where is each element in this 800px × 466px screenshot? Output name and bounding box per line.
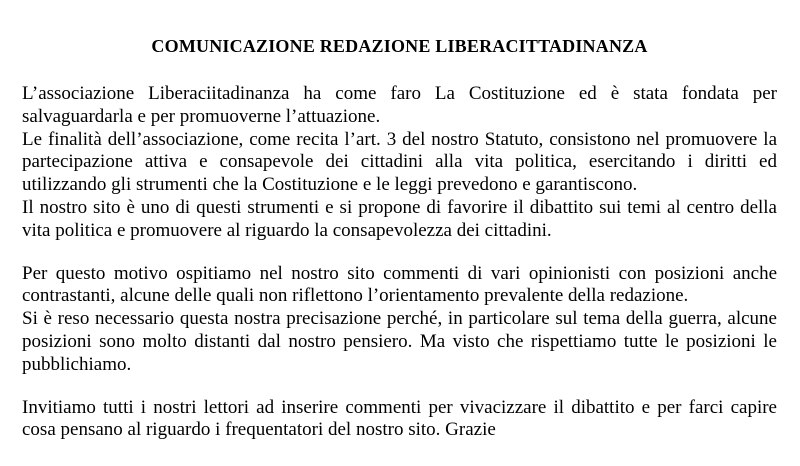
document-title: COMUNICAZIONE REDAZIONE LIBERACITTADINANZA [151,36,648,56]
paragraph-site-purpose: Il nostro sito è uno di questi strumenti e si propone di favorire il dibattito sui temi al centro della vita politica e promuovere al riguardo la consapevolezza dei cittadini. [22,196,777,241]
paragraph-invitation: Invitiamo tutti i nostri lettori ad inserire commenti per vivacizzare il dibattito e per farci capire cosa pensano al riguardo i frequentatori del nostro sito. Grazie [22,396,777,441]
paragraph-clarification: Si è reso necessario questa nostra precisazione perché, in particolare sul tema della guerra, alcune posizioni sono molto distanti dal nostro pensiero. Ma visto che rispettiamo tutte le posizioni le pubblichiamo. [22,308,777,375]
paragraph-statute-goals: Le finalità dell’associazione, come recita l’art. 3 del nostro Statuto, consistono nel promuovere la partecipazione attiva e consapevole dei cittadini alla vita politica, esercitando i diritti ed utilizzando gli strumenti che la Costituzione e le leggi prevedono e garantiscono. [22,128,777,196]
paragraph-group-2 [22,263,777,377]
paragraph-group-3 [22,397,777,443]
paragraph-association-purpose: L’associazione Liberaciitadinanza ha come faro La Costituzione ed è stata fondata per salvaguardarla e per promuoverne l’attuazione. [22,83,777,127]
paragraph-group-1 [22,83,777,243]
paragraph-opinion-diversity: Per questo motivo ospitiamo nel nostro sito commenti di vari opinionisti con posizioni anche contrastanti, alcune delle quali non riflettono l’orientamento prevalente della redazione. [22,262,777,307]
